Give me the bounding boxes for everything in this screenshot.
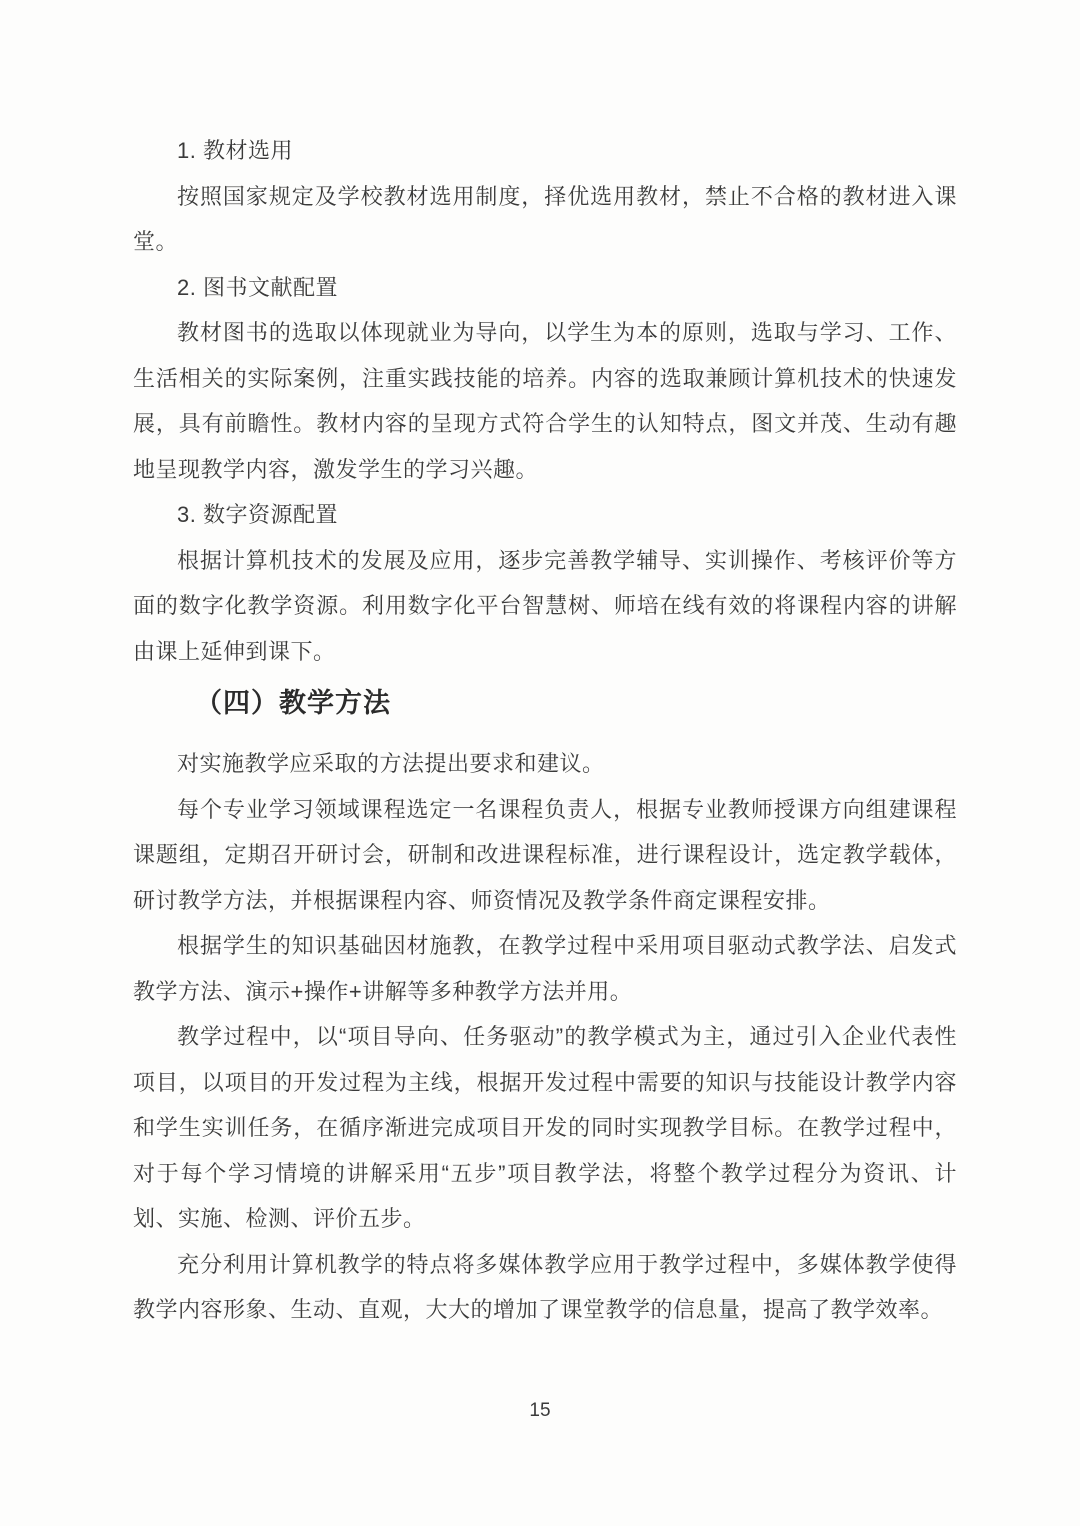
numbered-item-2-library-literature: 2. 图书文献配置 xyxy=(177,274,338,300)
paragraph-course-leader: 每个专业学习领域课程选定一名课程负责人，根据专业教师授课方向组建课程课题组，定期召开研讨会，研制和改进课程标准，进行课程设计，选定教学载体，研讨教学方法，并根据课程内容、师资情况及教学条件商定课程安排。 xyxy=(133,796,957,913)
numbered-item-1-textbook-selection: 1. 教材选用 xyxy=(177,138,293,163)
paragraph-textbook-selection: 按照国家规定及学校教材选用制度，择优选用教材，禁止不合格的教材进入课堂。 xyxy=(133,183,957,254)
paragraph-methods-intro: 对实施教学应采取的方法提出要求和建议。 xyxy=(177,751,605,776)
section-heading-teaching-methods: （四）教学方法 xyxy=(195,688,391,718)
paragraph-multimedia-teaching: 充分利用计算机教学的特点将多媒体教学应用于教学过程中，多媒体教学使得教学内容形象、生动、直观，大大的增加了课堂教学的信息量，提高了教学效率。 xyxy=(133,1251,957,1322)
document-body xyxy=(133,128,957,1333)
paragraph-teaching-approaches: 根据学生的知识基础因材施教，在教学过程中采用项目驱动式教学法、启发式教学方法、演示+操作+讲解等多种教学方法并用。 xyxy=(133,933,957,1004)
page-footer xyxy=(0,1396,1080,1426)
paragraph-library-literature: 教材图书的选取以体现就业为导向，以学生为本的原则，选取与学习、工作、生活相关的实际案例，注重实践技能的培养。内容的选取兼顾计算机技术的快速发展，具有前瞻性。教材内容的呈现方式符合学生的认知特点，图文并茂、生动有趣地呈现教学内容，激发学生的学习兴趣。 xyxy=(133,320,957,482)
numbered-item-3-digital-resources: 3. 数字资源配置 xyxy=(177,502,338,527)
paragraph-digital-resources: 根据计算机技术的发展及应用，逐步完善教学辅导、实训操作、考核评价等方面的数字化教学资源。利用数字化平台智慧树、师培在线有效的将课程内容的讲解由课上延伸到课下。 xyxy=(133,547,957,664)
page-number: 15 xyxy=(529,1400,551,1421)
paragraph-project-driven-mode: 教学过程中，以“项目导向、任务驱动”的教学模式为主，通过引入企业代表性项目，以项目的开发过程为主线，根据开发过程中需要的知识与技能设计教学内容和学生实训任务，在循序渐进完成项目开发的同时实现教学目标。在教学过程中，对于每个学习情境的讲解采用“五步”项目教学法，将整个教学过程分为资讯、计划、实施、检测、评价五步。 xyxy=(133,1024,957,1231)
